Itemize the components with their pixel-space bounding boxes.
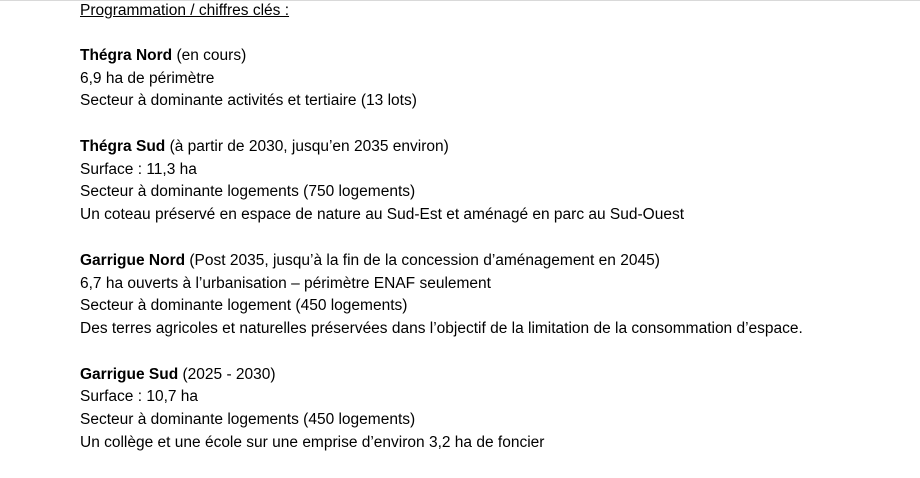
program-detail-line: Secteur à dominante logements (450 logements) bbox=[80, 410, 416, 428]
program-detail-line: Un coteau préservé en espace de nature au Sud-Est et aménagé en parc au Sud-Ouest bbox=[80, 206, 685, 224]
program-name: Thégra Nord bbox=[80, 47, 173, 64]
program-title bbox=[80, 45, 910, 68]
program-detail-line: Secteur à dominante logements (750 logements) bbox=[80, 183, 416, 201]
program-name: Garrigue Sud bbox=[80, 365, 179, 383]
program-detail-line: 6,7 ha ouverts à l’urbanisation – périmètre ENAF seulement bbox=[80, 274, 491, 292]
program-detail-line: Secteur à dominante logement (450 logements) bbox=[80, 297, 408, 315]
program-title bbox=[80, 250, 910, 273]
program-detail-line: Un collège et une école sur une emprise d’environ 3,2 ha de foncier bbox=[80, 433, 545, 451]
program-garrigue-sud bbox=[80, 364, 910, 455]
program-name: Garrigue Nord bbox=[80, 251, 186, 269]
program-detail-line: 6,9 ha de périmètre bbox=[80, 69, 215, 87]
program-thegra-sud bbox=[80, 136, 910, 227]
program-period: (en cours) bbox=[172, 47, 247, 64]
program-title bbox=[80, 364, 910, 387]
program-detail-line: Des terres agricoles et naturelles préservées dans l’objectif de la limitation de la consommation d’espace. bbox=[80, 319, 803, 337]
program-title bbox=[80, 136, 910, 159]
program-detail-line: Secteur à dominante activités et tertiaire (13 lots) bbox=[80, 92, 417, 110]
program-detail-line: Surface : 10,7 ha bbox=[80, 388, 199, 406]
program-detail-line: Surface : 11,3 ha bbox=[80, 160, 197, 178]
program-period: (Post 2035, jusqu’à la fin de la concession d’aménagement en 2045) bbox=[185, 251, 660, 269]
program-thegra-nord bbox=[80, 45, 910, 113]
program-garrigue-nord bbox=[80, 250, 910, 341]
section-heading: Programmation / chiffres clés : bbox=[80, 2, 290, 19]
program-period: (2025 - 2030) bbox=[178, 365, 276, 383]
document-body bbox=[80, 0, 910, 454]
program-period: (à partir de 2030, jusqu’en 2035 environ) bbox=[165, 138, 449, 156]
program-name: Thégra Sud bbox=[80, 138, 166, 156]
